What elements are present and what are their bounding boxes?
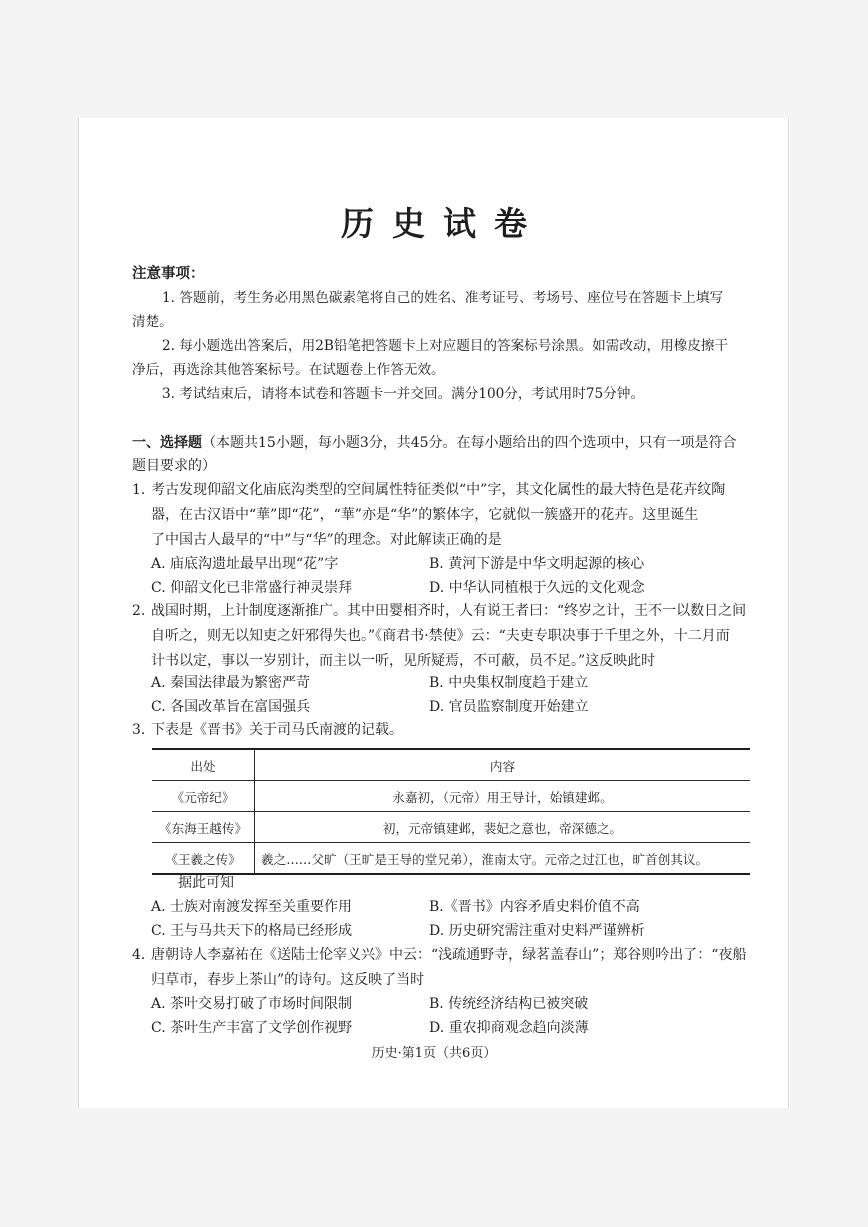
section-1-desc-line-2: 题目要求的） — [132, 458, 216, 474]
question-number: 3. — [132, 722, 146, 738]
question-1-option-a[interactable]: A. 庙底沟遗址最早出现“花”字 — [151, 556, 339, 572]
table-cell-source: 《元帝纪》 — [152, 781, 255, 812]
source-table — [152, 748, 750, 875]
question-2-line-2: 自听之，则无以知吏之奸邪得失也。”《商君书·禁使》云：“夫吏专职决事于千里之外，十二月而 — [151, 628, 730, 644]
question-2-option-c[interactable]: C. 各国改革旨在富国强兵 — [151, 699, 311, 715]
notice-item-1-line-1: 1. 答题前，考生务必用黑色碳素笔将自己的姓名、准考证号、考场号、座位号在答题卡上填写 — [162, 290, 724, 306]
section-1-header — [132, 432, 754, 478]
section-1-desc-line-1: （本题共15小题，每小题3分，共45分。在每小题给出的四个选项中，只有一项是符合 — [202, 435, 737, 451]
question-4-line-1: 唐朝诗人李嘉祐在《送陆士伦宰义兴》中云：“浅疏通野寺，绿茗盖春山”；郑谷则吟出了：“夜船 — [151, 947, 747, 963]
question-4-line-2: 归草市，春步上茶山”的诗句。这反映了当时 — [151, 972, 425, 988]
notice-item-2 — [132, 334, 754, 382]
question-1-option-c[interactable]: C. 仰韶文化已非常盛行神灵崇拜 — [151, 580, 353, 596]
question-1-line-1: 考古发现仰韶文化庙底沟类型的空间属性特征类似“中”字，其文化属性的最大特色是花卉纹陶 — [151, 482, 726, 498]
table-cell-content: 永嘉初，（元帝）用王导计，始镇建邺。 — [255, 781, 751, 812]
question-2 — [132, 599, 754, 674]
table-cell-content: 羲之……父旷（王旷是王导的堂兄弟），淮南太守。元帝之过江也，旷首创其议。 — [255, 843, 751, 875]
notice-item-1-line-2: 清楚。 — [132, 314, 173, 330]
question-number: 4. — [132, 947, 146, 963]
question-4-option-b[interactable]: B. 传统经济结构已被突破 — [429, 996, 589, 1012]
page-edge-left — [78, 118, 79, 1108]
page-edge-right — [788, 118, 789, 1108]
notice-item-3: 3. 考试结束后，请将本试卷和答题卡一并交回。满分100分，考试用时75分钟。 — [162, 386, 644, 402]
question-3-option-c[interactable]: C. 王与马共天下的格局已经形成 — [151, 923, 353, 939]
question-2-line-3: 计书以定，事以一岁别计，而主以一听，见所疑焉，不可蔽，员不足。”这反映此时 — [151, 653, 656, 669]
notice-item-2-line-2: 净后，再选涂其他答案标号。在试题卷上作答无效。 — [132, 362, 445, 378]
question-2-line-1: 战国时期，上计制度逐渐推广。其中田婴相齐时，人有说王者曰：“终岁之计，王不一以数日之间 — [151, 603, 747, 619]
question-3 — [132, 718, 754, 743]
question-4-option-a[interactable]: A. 茶叶交易打破了市场时间限制 — [151, 996, 353, 1012]
question-1-line-3: 了中国古人最早的“中”与“华”的理念。对此解读正确的是 — [151, 532, 502, 548]
exam-title: 历史试卷 — [341, 204, 545, 243]
question-number: 1. — [132, 482, 146, 498]
question-4-option-c[interactable]: C. 茶叶生产丰富了文学创作视野 — [151, 1020, 353, 1036]
table-header-row — [152, 749, 750, 781]
table-cell-source: 《东海王越传》 — [152, 812, 255, 843]
table-row — [152, 843, 750, 875]
notice-item-1 — [132, 286, 754, 334]
question-3-option-d[interactable]: D. 历史研究需注重对史料严谨辨析 — [429, 923, 645, 939]
question-3-option-a[interactable]: A. 士族对南渡发挥至关重要作用 — [151, 899, 353, 915]
question-2-option-b[interactable]: B. 中央集权制度趋于建立 — [429, 675, 589, 691]
page-footer: 历史·第1页（共6页） — [371, 1046, 497, 1061]
question-2-option-d[interactable]: D. 官员监察制度开始建立 — [429, 699, 589, 715]
section-1-heading: 一、选择题 — [132, 435, 202, 451]
question-3-prompt: 据此可知 — [178, 875, 234, 891]
question-4 — [132, 943, 754, 993]
table-header-content: 内容 — [255, 749, 751, 781]
table-cell-content: 初，元帝镇建邺，裴妃之意也，帝深德之。 — [255, 812, 751, 843]
table-cell-source: 《王羲之传》 — [152, 843, 255, 875]
notice-heading: 注意事项： — [132, 265, 205, 282]
notice-item-2-line-1: 2. 每小题选出答案后，用2B铅笔把答题卡上对应题目的答案标号涂黑。如需改动，用橡皮擦干 — [162, 338, 729, 354]
question-2-option-a[interactable]: A. 秦国法律最为繁密严苛 — [151, 675, 311, 691]
question-3-option-b[interactable]: B.《晋书》内容矛盾史料价值不高 — [429, 899, 640, 915]
question-1-line-2: 器，在古汉语中“華”即“花”，“華”亦是“华”的繁体字，它就似一簇盛开的花卉。这里诞生 — [151, 507, 699, 523]
question-number: 2. — [132, 603, 146, 619]
question-1-option-b[interactable]: B. 黄河下游是中华文明起源的核心 — [429, 556, 645, 572]
question-3-line-1: 下表是《晋书》关于司马氏南渡的记载。 — [151, 722, 403, 738]
table-header-source: 出处 — [152, 749, 255, 781]
question-1-option-d[interactable]: D. 中华认同植根于久远的文化观念 — [429, 580, 645, 596]
table-row — [152, 781, 750, 812]
question-1 — [132, 478, 754, 553]
table-row — [152, 812, 750, 843]
question-4-option-d[interactable]: D. 重农抑商观念趋向淡薄 — [429, 1020, 589, 1036]
